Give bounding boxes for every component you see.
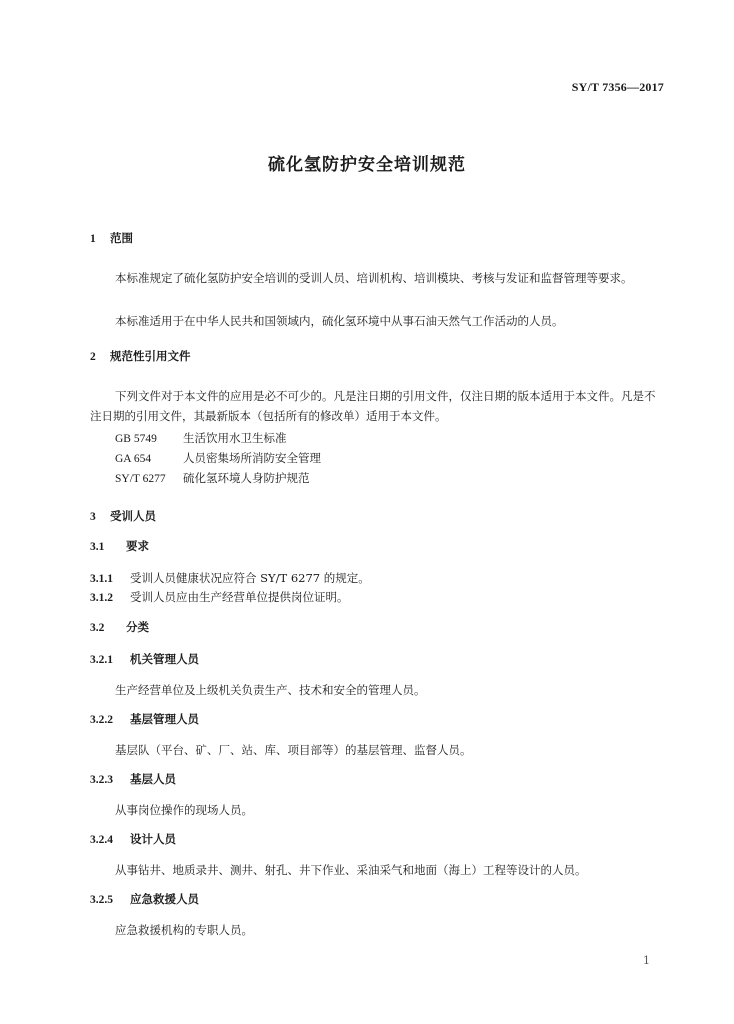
heading-3-2 [90, 619, 149, 635]
references-paragraph: 下列文件对于本文件的应用是必不可少的。凡是注日期的引用文件，仅注日期的版本适用于本文件。凡是不注日期的引用文件，其最新版本（包括所有的修改单）适用于本文件。 [90, 389, 656, 423]
clause-number: 3.1.1 [90, 573, 113, 585]
paragraph-3-2-1: 生产经营单位及上级机关负责生产、技术和安全的管理人员。 [115, 683, 426, 697]
section-number: 3 [90, 511, 96, 523]
paragraph-3-2-3: 从事岗位操作的现场人员。 [115, 803, 253, 817]
paragraph-3-2-2: 基层队（平台、矿、厂、站、库、项目部等）的基层管理、监督人员。 [115, 743, 472, 757]
clause-text: 受训人员应由生产经营单位提供岗位证明。 [130, 590, 349, 604]
section-number: 3.1 [90, 541, 105, 553]
section-title: 规范性引用文件 [110, 349, 191, 363]
section-number: 3.2.1 [90, 654, 113, 666]
heading-section-2 [90, 348, 191, 364]
section-title: 应急救援人员 [130, 892, 199, 906]
heading-3-2-1 [90, 651, 199, 667]
heading-3-2-5 [90, 891, 199, 907]
section-number: 3.2.5 [90, 894, 113, 906]
section-number: 3.2.3 [90, 774, 113, 786]
heading-section-3 [90, 508, 156, 524]
reference-title: 硫化氢环境人身防护规范 [183, 471, 310, 485]
section-number: 3.2.2 [90, 714, 113, 726]
reference-title: 人员密集场所消防安全管理 [183, 451, 321, 465]
section-title: 分类 [126, 620, 149, 634]
page-number: 1 [643, 954, 650, 967]
reference-item [115, 430, 287, 446]
clause-3-1-2 [90, 589, 349, 605]
section-title: 范围 [110, 231, 133, 245]
section-title: 基层人员 [130, 772, 176, 786]
section-title: 机关管理人员 [130, 652, 199, 666]
section-title: 受训人员 [110, 509, 156, 523]
heading-section-1 [90, 230, 133, 246]
paragraph-3-2-4: 从事钻井、地质录井、测井、射孔、井下作业、采油采气和地面（海上）工程等设计的人员。 [115, 863, 587, 877]
reference-code: GB 5749 [115, 433, 157, 445]
clause-text: 受训人员健康状况应符合 SY/T 6277 的规定。 [130, 571, 370, 585]
heading-3-2-3 [90, 771, 176, 787]
heading-3-2-4 [90, 831, 176, 847]
section-title: 要求 [126, 539, 149, 553]
clause-3-1-1 [90, 570, 370, 586]
reference-code: SY/T 6277 [115, 473, 166, 485]
section-number: 3.2 [90, 622, 105, 634]
heading-3-2-2 [90, 711, 199, 727]
section-number: 3.2.4 [90, 834, 113, 846]
standard-number: SY/T 7356—2017 [571, 80, 664, 94]
reference-code: GA 654 [115, 453, 152, 465]
section-number: 2 [90, 351, 96, 363]
section-number: 1 [90, 233, 96, 245]
reference-item [115, 470, 310, 486]
reference-item [115, 450, 321, 466]
heading-3-1 [90, 538, 149, 554]
scope-paragraph-2: 本标准适用于在中华人民共和国领域内，硫化氢环境中从事石油天然气工作活动的人员。 [115, 314, 564, 328]
document-title: 硫化氢防护安全培训规范 [268, 155, 466, 175]
scope-paragraph-1: 本标准规定了硫化氢防护安全培训的受训人员、培训机构、培训模块、考核与发证和监督管理等要求。 [115, 271, 633, 285]
reference-title: 生活饮用水卫生标准 [183, 431, 287, 445]
clause-number: 3.1.2 [90, 592, 113, 604]
paragraph-3-2-5: 应急救援机构的专职人员。 [115, 923, 253, 937]
section-title: 基层管理人员 [130, 712, 199, 726]
section-title: 设计人员 [130, 832, 176, 846]
